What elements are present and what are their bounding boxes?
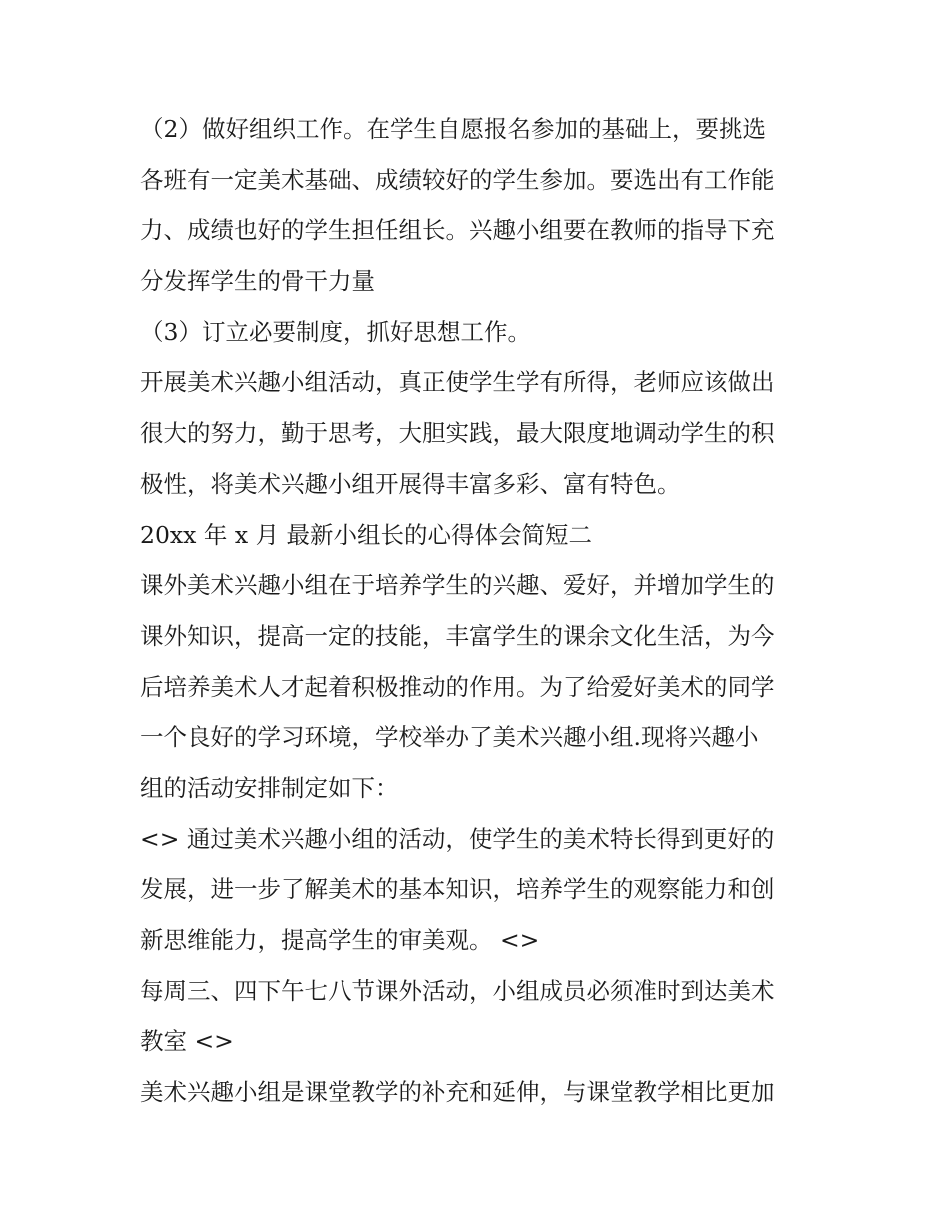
text-line: <> 通过美术兴趣小组的活动，使学生的美术特长得到更好的 <box>140 824 775 853</box>
text-line: 新思维能力，提高学生的审美观。 <> <box>140 926 540 954</box>
text-line: 组的活动安排制定如下： <box>140 773 399 802</box>
document-body <box>140 104 830 1118</box>
text-line: 每周三、四下午七八节课外活动，小组成员必须准时到达美术 <box>140 976 775 1005</box>
text-line: 教室 <> <box>140 1027 234 1056</box>
section-heading: 20xx 年 x 月 最新小组长的心得体会简短二 <box>140 520 593 549</box>
text-line: 课外知识，提高一定的技能，丰富学生的课余文化生活，为今 <box>140 621 775 650</box>
text-line: 美术兴趣小组是课堂教学的补充和延伸，与课堂教学相比更加 <box>140 1078 775 1107</box>
text-line: 力、成绩也好的学生担任组长。兴趣小组要在教师的指导下充 <box>140 216 775 245</box>
text-line: （2）做好组织工作。在学生自愿报名参加的基础上，要挑选 <box>140 115 766 143</box>
text-line: （3）订立必要制度，抓好思想工作。 <box>140 317 531 346</box>
text-line: 开展美术兴趣小组活动，真正使学生学有所得，老师应该做出 <box>140 368 775 397</box>
text-line: 课外美术兴趣小组在于培养学生的兴趣、爱好，并增加学生的 <box>140 571 775 600</box>
text-line: 很大的努力，勤于思考，大胆实践，最大限度地调动学生的积 <box>140 419 775 448</box>
text-line: 分发挥学生的骨干力量 <box>140 267 375 296</box>
text-line: 各班有一定美术基础、成绩较好的学生参加。要选出有工作能 <box>140 165 775 194</box>
text-line: 极性，将美术兴趣小组开展得丰富多彩、富有特色。 <box>140 469 681 498</box>
text-line: 发展，进一步了解美术的基本知识，培养学生的观察能力和创 <box>140 875 775 904</box>
text-line: 后培养美术人才起着积极推动的作用。为了给爱好美术的同学 <box>140 672 775 701</box>
text-line: 一个良好的学习环境，学校举办了美术兴趣小组.现将兴趣小 <box>140 723 759 752</box>
